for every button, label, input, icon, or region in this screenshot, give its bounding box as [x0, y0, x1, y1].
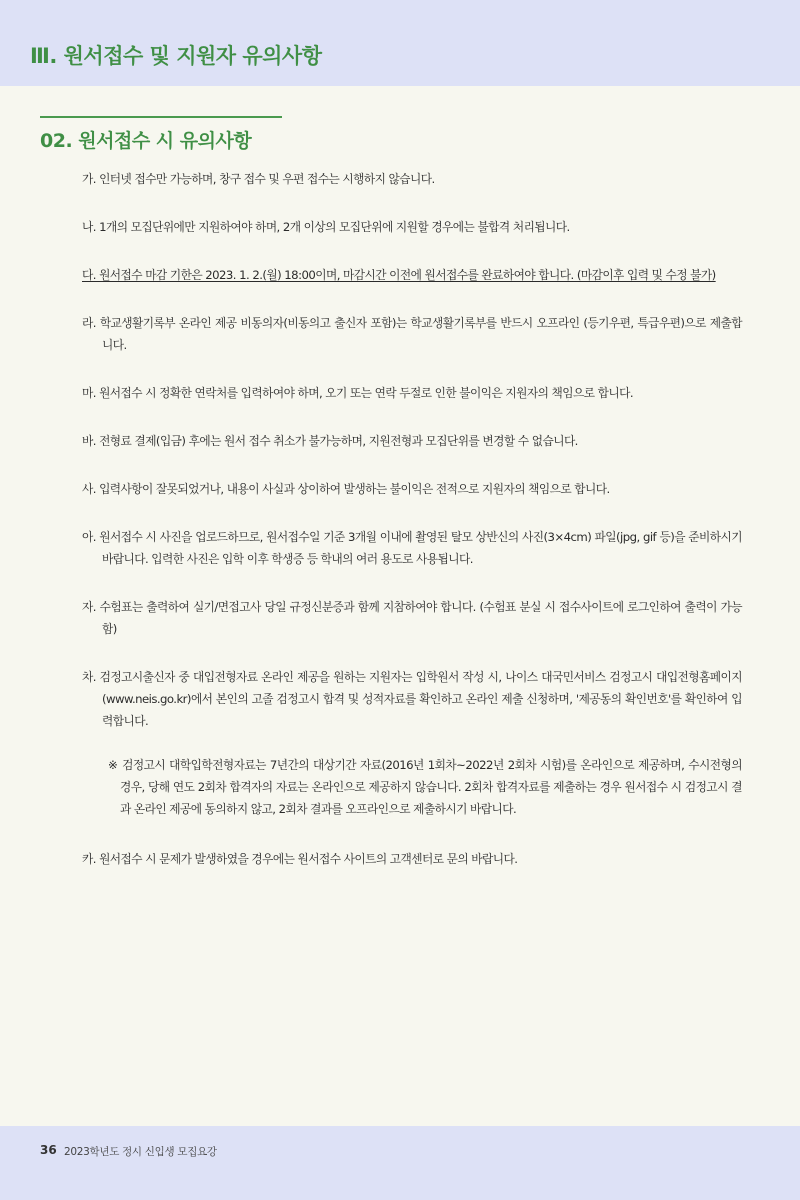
footer-doc-title: 2023학년도 정시 신입생 모집요강 — [64, 1146, 217, 1158]
notice-item-ma: 마. 원서접수 시 정확한 연락처를 입력하여야 하며, 오기 또는 연락 두절로 인한 불이익은 지원자의 책임으로 합니다. — [82, 386, 634, 400]
notice-item-ra: 라. 학교생활기록부 온라인 제공 비동의자(비동의고 출신자 포함)는 학교생활기록부를 반드시 오프라인 (등기우편, 특급우편)으로 제출합니다. — [82, 316, 742, 352]
notice-item-ka: 카. 원서접수 시 문제가 발생하였을 경우에는 원서접수 사이트의 고객센터로 문의 바랍니다. — [82, 852, 518, 866]
notice-item-ja: 자. 수험표는 출력하여 실기/면접고사 당일 규정신분증과 함께 지참하여야 합니다. (수험표 분실 시 접수사이트에 로그인하여 출력이 가능함) — [82, 600, 742, 636]
notice-item-na: 나. 1개의 모집단위에만 지원하여야 하며, 2개 이상의 모집단위에 지원할 경우에는 불합격 처리됩니다. — [82, 220, 570, 234]
footer-band — [0, 1126, 800, 1200]
page-number: 36 — [40, 1143, 57, 1157]
notice-item-sa: 사. 입력사항이 잘못되었거나, 내용이 사실과 상이하여 발생하는 불이익은 전적으로 지원자의 책임으로 합니다. — [82, 482, 610, 496]
notice-list — [82, 168, 742, 896]
note-ged-data: ※ 검정고시 대학입학전형자료는 7년간의 대상기간 자료(2016년 1회차~2022년 2회차 시험)를 온라인으로 제공하며, 수시전형의 경우, 당해 연도 2회차 합격자의 자료는 온라인으로 제공하지 않습니다. 2회차 합격자료를 제출하는 경우 원서접수 시 검정고시 결과 온라인 제공에 동의하지 않고, 2회차 결과를 오프라인으로 제출하시기 바랍니다. — [108, 758, 742, 816]
chapter-title: Ⅲ. 원서접수 및 지원자 유의사항 — [30, 44, 322, 68]
section-title: 02. 원서접수 시 유의사항 — [40, 130, 252, 152]
notice-item-ga: 가. 인터넷 접수만 가능하며, 창구 접수 및 우편 접수는 시행하지 않습니다. — [82, 172, 435, 186]
notice-item-a: 아. 원서접수 시 사진을 업로드하므로, 원서접수일 기준 3개월 이내에 촬영된 탈모 상반신의 사진(3×4cm) 파일(jpg, gif 등)을 준비하시기 바랍니다. 입력한 사진은 입학 이후 학생증 등 학내의 여러 용도로 사용됩니다. — [82, 530, 742, 566]
notice-item-cha: 차. 검정고시출신자 중 대입전형자료 온라인 제공을 원하는 지원자는 입학원서 작성 시, 나이스 대국민서비스 검정고시 대입전형홈페이지(www.neis.go.kr)에서 본인의 고졸 검정고시 합격 및 성적자료를 확인하고 온라인 제출 신청하며, '제공동의 확인번호'를 확인하여 입력합니다. — [82, 670, 742, 728]
section-rule — [40, 116, 282, 118]
notice-item-ba: 바. 전형료 결제(입금) 후에는 원서 접수 취소가 불가능하며, 지원전형과 모집단위를 변경할 수 없습니다. — [82, 434, 578, 448]
notice-item-da: 다. 원서접수 마감 기한은 2023. 1. 2.(월) 18:00이며, 마감시간 이전에 원서접수를 완료하여야 합니다. (마감이후 입력 및 수정 불가) — [82, 268, 716, 282]
